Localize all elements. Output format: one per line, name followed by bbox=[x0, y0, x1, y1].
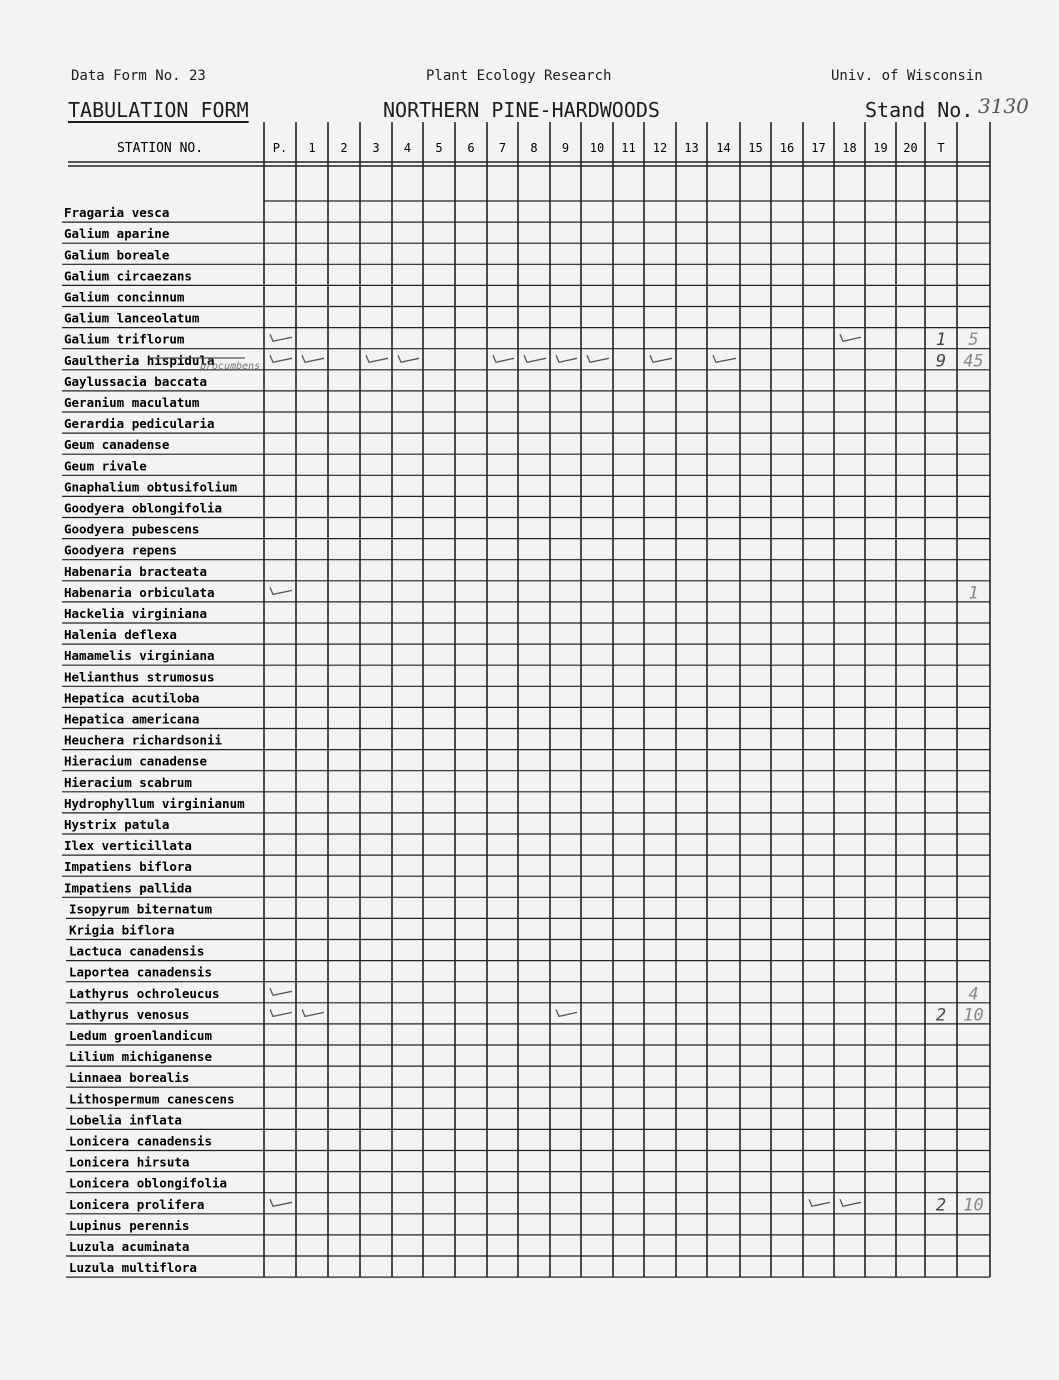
species-name: Lathyrus venosus bbox=[69, 1006, 190, 1022]
species-name: Gerardia pedicularia bbox=[64, 416, 215, 432]
species-name: Laportea canadensis bbox=[69, 964, 212, 980]
check-mark bbox=[840, 1199, 861, 1206]
extra-tally: 5 bbox=[968, 330, 979, 351]
column-header: P. bbox=[272, 141, 288, 155]
species-name: Geum canadense bbox=[64, 437, 170, 453]
form-subtitle: NORTHERN PINE-HARDWOODS bbox=[383, 98, 660, 122]
species-name: Impatiens pallida bbox=[64, 880, 192, 896]
species-name: Helianthus strumosus bbox=[64, 669, 215, 685]
total-tally: 9 bbox=[935, 351, 947, 372]
species-name: Geum rivale bbox=[64, 458, 147, 474]
column-header: 9 bbox=[561, 141, 570, 155]
column-header: 16 bbox=[779, 141, 795, 155]
species-name: Hamamelis virginiana bbox=[64, 648, 215, 664]
extra-tally: 1 bbox=[968, 583, 979, 604]
check-mark bbox=[270, 355, 292, 362]
check-mark bbox=[270, 1199, 292, 1206]
check-mark bbox=[587, 355, 609, 362]
species-name: Hepatica americana bbox=[64, 711, 200, 727]
species-name: Galium lanceolatum bbox=[64, 310, 200, 326]
species-name: Geranium maculatum bbox=[64, 395, 200, 410]
species-name: Fragaria vesca bbox=[64, 205, 170, 221]
extra-tally: 10 bbox=[963, 1195, 984, 1216]
species-name: Ledum groenlandicum bbox=[69, 1028, 212, 1043]
station-number-label: STATION NO. bbox=[116, 141, 204, 156]
check-mark bbox=[302, 1009, 324, 1016]
species-name: Krigia biflora bbox=[69, 922, 175, 938]
species-name: Galium boreale bbox=[64, 247, 170, 263]
species-name: Habenaria bracteata bbox=[64, 563, 207, 579]
species-name: Gaultheria hispidula bbox=[64, 352, 215, 368]
column-header: 6 bbox=[467, 141, 475, 155]
species-name: Gnaphalium obtusifolium bbox=[64, 479, 238, 495]
column-header: 7 bbox=[498, 141, 507, 155]
species-name: Hydrophyllum virginianum bbox=[64, 795, 245, 811]
column-header: 17 bbox=[811, 141, 826, 155]
research-heading: Plant Ecology Research bbox=[426, 68, 612, 84]
check-mark bbox=[524, 355, 546, 362]
column-header: 14 bbox=[716, 141, 731, 155]
species-name: Isopyrum biternatum bbox=[69, 901, 212, 917]
species-name: Lonicera prolifera bbox=[69, 1196, 205, 1212]
species-name: Hystrix patula bbox=[64, 817, 170, 832]
check-mark bbox=[366, 355, 388, 362]
species-name: Halenia deflexa bbox=[64, 627, 177, 643]
species-name: Linnaea borealis bbox=[69, 1070, 190, 1086]
species-name: Luzula acuminata bbox=[69, 1239, 190, 1254]
check-mark bbox=[840, 334, 861, 341]
species-name: Goodyera oblongifolia bbox=[64, 500, 223, 516]
column-header: 4 bbox=[403, 141, 412, 155]
university-heading: Univ. of Wisconsin bbox=[831, 68, 983, 84]
check-mark bbox=[556, 1009, 577, 1016]
column-header: 20 bbox=[903, 141, 918, 155]
check-mark bbox=[270, 1009, 292, 1016]
check-mark bbox=[809, 1199, 830, 1206]
species-name: Lonicera canadensis bbox=[69, 1133, 212, 1149]
check-mark bbox=[556, 355, 577, 362]
form-title: TABULATION FORM bbox=[68, 98, 249, 122]
species-name: Galium triflorum bbox=[64, 331, 185, 347]
extra-tally: 10 bbox=[963, 1005, 984, 1026]
check-mark bbox=[270, 587, 292, 594]
check-mark bbox=[398, 355, 419, 362]
species-name: Galium concinnum bbox=[64, 289, 185, 305]
species-name: Heuchera richardsonii bbox=[64, 732, 223, 748]
column-header: 3 bbox=[372, 141, 380, 155]
species-name: Hepatica acutiloba bbox=[64, 690, 200, 706]
species-name: Lonicera hirsuta bbox=[69, 1154, 190, 1170]
check-mark bbox=[302, 355, 324, 362]
stand-number-label: Stand No. bbox=[865, 98, 974, 122]
total-tally: 1 bbox=[935, 330, 947, 351]
species-name: Lobelia inflata bbox=[69, 1112, 182, 1128]
column-header: T bbox=[937, 141, 945, 155]
check-mark bbox=[270, 988, 292, 995]
extra-tally: 4 bbox=[968, 984, 979, 1005]
species-name: Galium circaezans bbox=[64, 268, 192, 284]
species-name: Hackelia virginiana bbox=[64, 606, 207, 621]
species-name: Lupinus perennis bbox=[69, 1217, 190, 1233]
column-header: 5 bbox=[435, 141, 443, 155]
check-mark bbox=[713, 355, 736, 362]
check-mark bbox=[270, 334, 292, 341]
extra-tally: 45 bbox=[963, 351, 984, 372]
species-name: Goodyera pubescens bbox=[64, 521, 200, 537]
column-header: 12 bbox=[652, 141, 668, 155]
form-number: Data Form No. 23 bbox=[71, 68, 206, 84]
species-name: Lonicera oblongifolia bbox=[69, 1175, 228, 1191]
species-name: Luzula multiflora bbox=[69, 1260, 197, 1276]
species-name: Lathyrus ochroleucus bbox=[69, 985, 220, 1001]
column-header: 15 bbox=[748, 141, 763, 155]
check-mark bbox=[650, 355, 672, 362]
total-tally: 2 bbox=[935, 1005, 947, 1026]
column-header: 10 bbox=[589, 141, 605, 155]
column-header: 18 bbox=[842, 141, 857, 155]
handwritten-note: procumbens bbox=[200, 361, 261, 372]
species-name: Goodyera repens bbox=[64, 542, 177, 558]
column-header: 2 bbox=[340, 141, 348, 155]
species-name: Ilex verticillata bbox=[64, 838, 192, 854]
species-name: Lithospermum canescens bbox=[69, 1091, 235, 1107]
species-name: Hieracium canadense bbox=[64, 753, 207, 769]
column-header: 8 bbox=[530, 141, 538, 155]
column-header: 11 bbox=[621, 141, 636, 155]
total-tally: 2 bbox=[935, 1195, 947, 1216]
species-name: Hieracium scabrum bbox=[64, 774, 192, 790]
check-mark bbox=[493, 355, 514, 362]
column-header: 19 bbox=[873, 141, 888, 155]
species-name: Lactuca canadensis bbox=[69, 943, 205, 959]
species-name: Gaylussacia baccata bbox=[64, 373, 207, 389]
species-name: Galium aparine bbox=[64, 226, 170, 242]
stand-number-value: 3130 bbox=[978, 94, 1029, 118]
column-header: 1 bbox=[308, 141, 316, 155]
species-name: Habenaria orbiculata bbox=[64, 584, 215, 600]
species-name: Impatiens biflora bbox=[64, 859, 192, 875]
column-header: 13 bbox=[684, 141, 699, 155]
species-name: Lilium michiganense bbox=[69, 1049, 212, 1065]
